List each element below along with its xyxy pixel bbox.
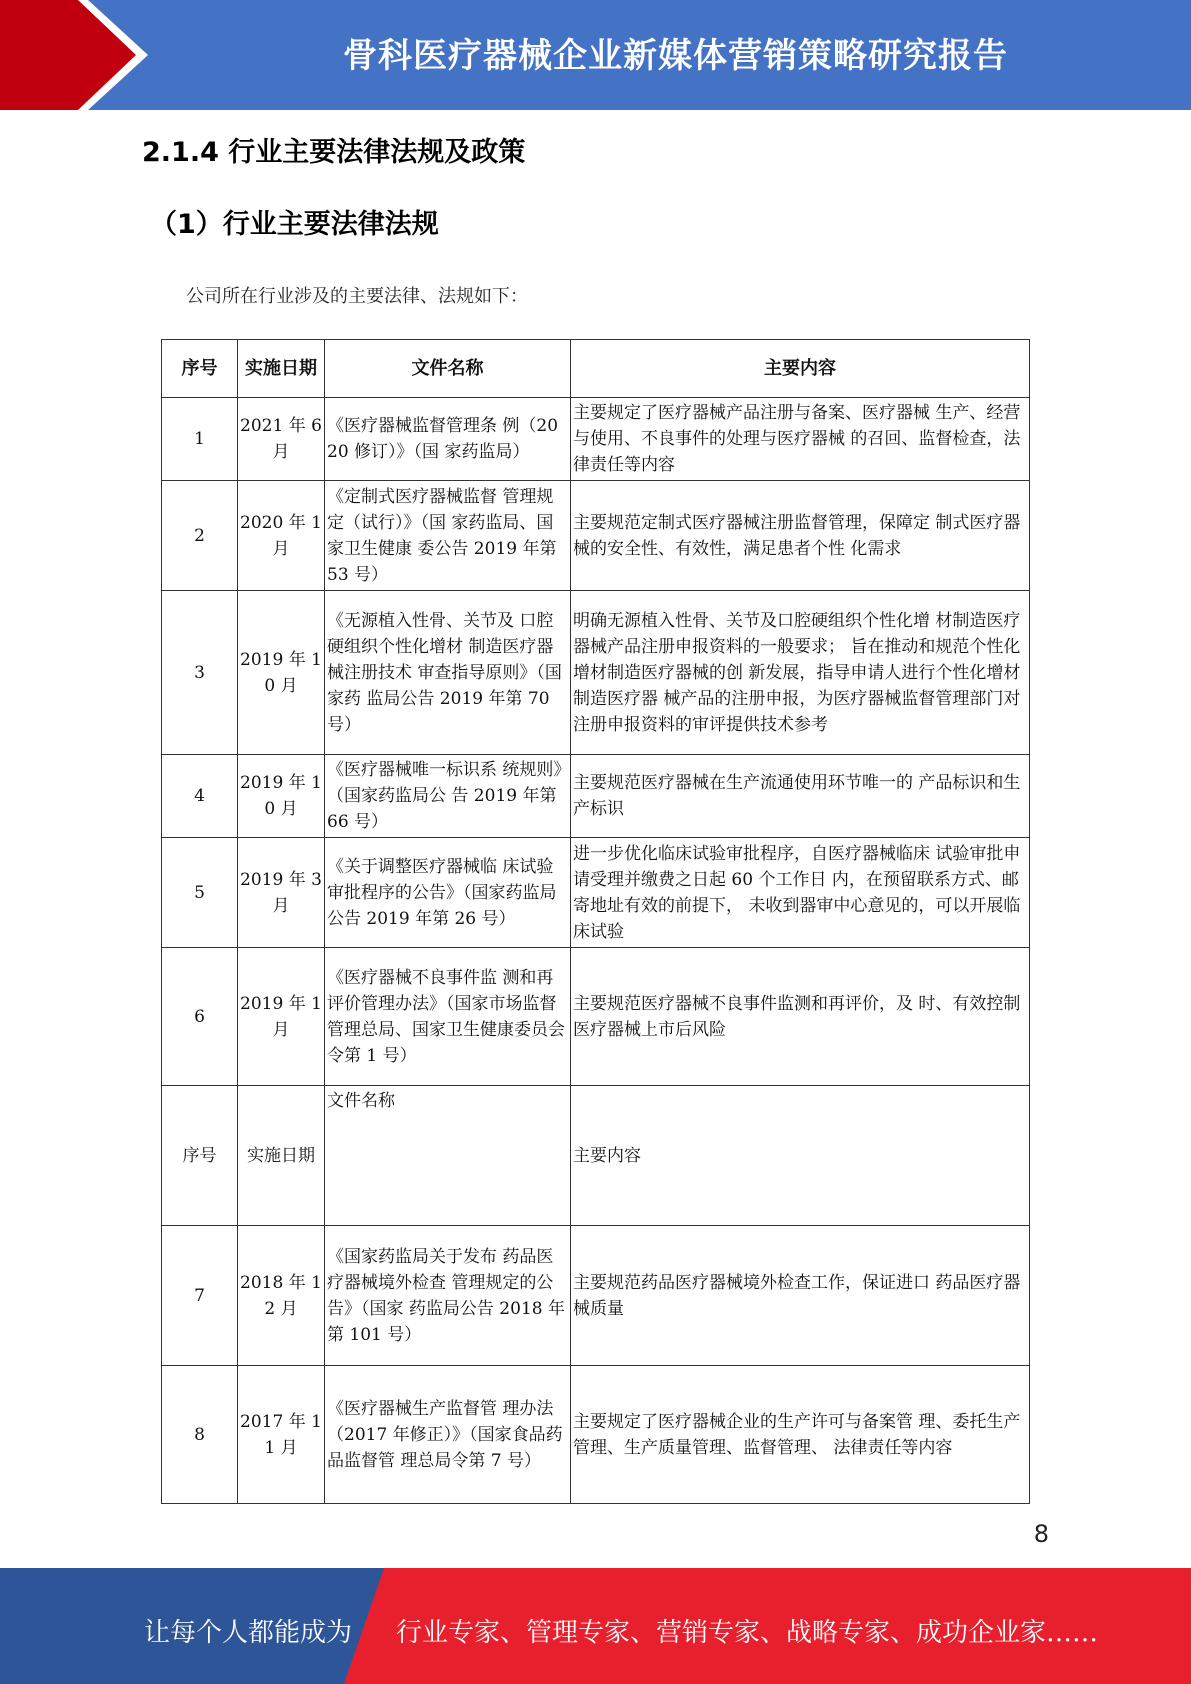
row-no: 7 [162, 1226, 238, 1366]
row-no: 3 [162, 591, 238, 755]
row-name: 《医疗器械生产监督管 理办法（2017 年修正）》（国家食品药品监督管 理总局令第 7 号） [325, 1366, 571, 1504]
row-content: 主要规范药品医疗器械境外检查工作，保证进口 药品医疗器械质量 [571, 1226, 1030, 1366]
footer-slogan-right: 行业专家、管理专家、营销专家、战略专家、成功企业家…… [396, 1618, 1099, 1648]
subsection-heading: （1）行业主要法律法规 [150, 209, 439, 240]
repeat-header-date: 实施日期 [238, 1086, 325, 1226]
row-content: 明确无源植入性骨、关节及口腔硬组织个性化增 材制造医疗器械产品注册申报资料的一般要求； 旨在推动和规范个性化增材制造医疗器械的创 新发展，指导申请人进行个性化增材制造医疗器 械产品的注册申报，为医疗器械监督管理部门对 注册申报资料的审评提供技术参考 [571, 591, 1030, 755]
intro-paragraph: 公司所在行业涉及的主要法律、法规如下： [186, 286, 528, 307]
footer-slogan-left: 让每个人都能成为 [144, 1618, 353, 1648]
row-date: 2019 年 10 月 [238, 755, 325, 838]
report-title: 骨科医疗器械企业新媒体营销策略研究报告 [343, 36, 1008, 76]
row-no: 8 [162, 1366, 238, 1504]
row-no: 2 [162, 481, 238, 591]
table-row [162, 1366, 1030, 1504]
row-content: 进一步优化临床试验审批程序，自医疗器械临床 试验审批申请受理并缴费之日起 60 个工作日 内，在预留联系方式、邮寄地址有效的前提下， 未收到器审中心意见的，可以开展临床试验 [571, 838, 1030, 948]
regulations-table [161, 339, 1030, 1504]
row-name: 《国家药监局关于发布 药品医疗器械境外检查 管理规定的公告》（国家 药监局公告 2018 年第 101 号） [325, 1226, 571, 1366]
table-row [162, 755, 1030, 838]
row-no: 6 [162, 948, 238, 1086]
repeat-header-name: 文件名称 [325, 1086, 571, 1226]
row-content: 主要规范医疗器械在生产流通使用环节唯一的 产品标识和生产标识 [571, 755, 1030, 838]
table-row [162, 398, 1030, 481]
table-row [162, 948, 1030, 1086]
table-row [162, 1226, 1030, 1366]
row-date: 2019 年 10 月 [238, 591, 325, 755]
row-content: 主要规定了医疗器械企业的生产许可与备案管 理、委托生产管理、生产质量管理、监督管理、 法律责任等内容 [571, 1366, 1030, 1504]
row-date: 2017 年 11 月 [238, 1366, 325, 1504]
table-header-row [162, 340, 1030, 398]
row-content: 主要规范定制式医疗器械注册监督管理，保障定 制式医疗器械的安全性、有效性，满足患者个性 化需求 [571, 481, 1030, 591]
row-name: 《定制式医疗器械监督 管理规定（试行）》（国 家药监局、国家卫生健康 委公告 2019 年第 53 号） [325, 481, 571, 591]
row-name: 《医疗器械监督管理条 例（2020 修订）》（国 家药监局） [325, 398, 571, 481]
page-footer [0, 1568, 1191, 1684]
header-content: 主要内容 [571, 340, 1030, 398]
table-repeat-header-row [162, 1086, 1030, 1226]
row-date: 2018 年 12 月 [238, 1226, 325, 1366]
row-name: 《无源植入性骨、关节及 口腔硬组织个性化增材 制造医疗器械注册技术 审查指导原则》（国家药 监局公告 2019 年第 70 号） [325, 591, 571, 755]
row-content: 主要规定了医疗器械产品注册与备案、医疗器械 生产、经营与使用、不良事件的处理与医疗器械 的召回、监督检查，法律责任等内容 [571, 398, 1030, 481]
row-date: 2020 年 1 月 [238, 481, 325, 591]
header-date: 实施日期 [238, 340, 325, 398]
header-name: 文件名称 [325, 340, 571, 398]
page-number: 8 [1033, 1520, 1049, 1548]
table-row [162, 838, 1030, 948]
row-no: 5 [162, 838, 238, 948]
row-content: 主要规范医疗器械不良事件监测和再评价，及 时、有效控制医疗器械上市后风险 [571, 948, 1030, 1086]
header-arrow-decoration [0, 0, 148, 110]
repeat-header-content: 主要内容 [571, 1086, 1030, 1226]
repeat-header-no: 序号 [162, 1086, 238, 1226]
row-no: 1 [162, 398, 238, 481]
page-header [0, 0, 1191, 110]
row-name: 《医疗器械唯一标识系 统规则》（国家药监局公 告 2019 年第 66 号） [325, 755, 571, 838]
section-heading: 2.1.4 行业主要法律法规及政策 [142, 137, 526, 168]
header-no: 序号 [162, 340, 238, 398]
table-row [162, 481, 1030, 591]
row-date: 2019 年 3 月 [238, 838, 325, 948]
row-no: 4 [162, 755, 238, 838]
row-name: 《关于调整医疗器械临 床试验审批程序的公告》（国家药监局公告 2019 年第 26 号） [325, 838, 571, 948]
table-row [162, 591, 1030, 755]
row-name: 《医疗器械不良事件监 测和再评价管理办法》（国家市场监督管理总局、国家卫生健康委员会令第 1 号） [325, 948, 571, 1086]
row-date: 2019 年 1 月 [238, 948, 325, 1086]
row-date: 2021 年 6 月 [238, 398, 325, 481]
